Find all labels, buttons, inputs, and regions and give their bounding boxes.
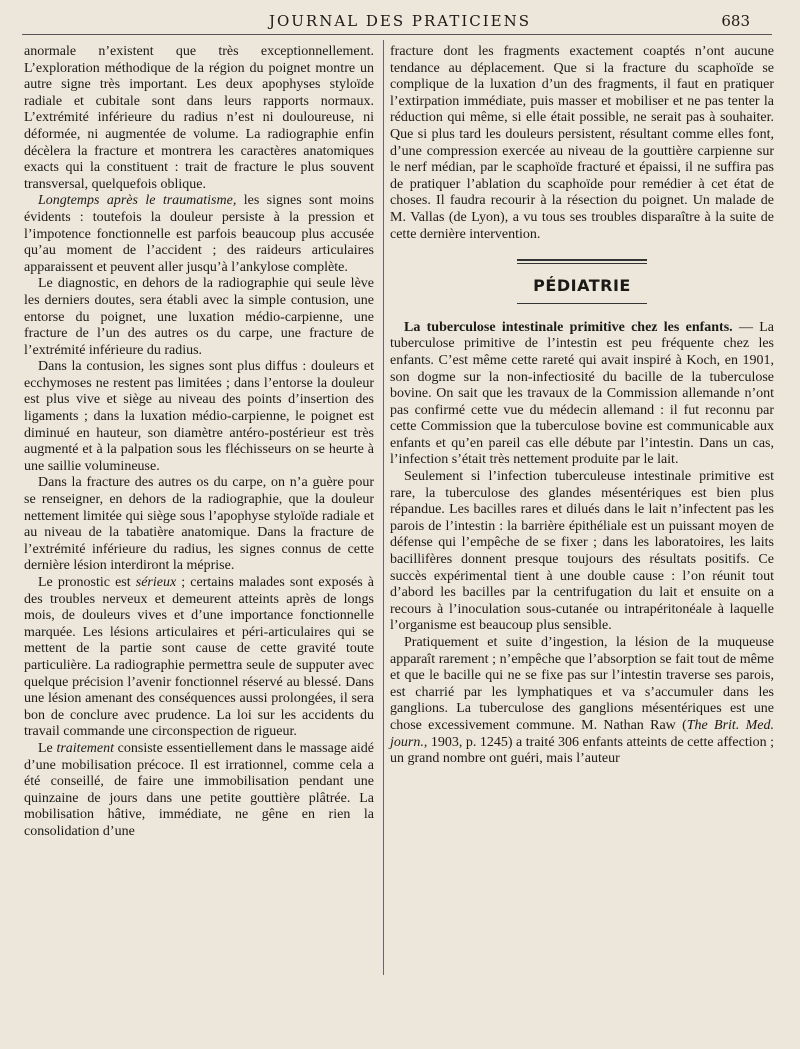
italic-phrase: sérieux xyxy=(135,575,177,590)
paragraph-text: Pratiquement et suite d’ingestion, la lésion de la muqueuse apparaît rarement ; n’empêche que l’absorption se fait tout de même et que le bacille qui ne se fixe pas sur l’intestin traverse ses parois, est charrié par les lymphatiques et va s’accumuler dans les ganglions. La tuberculose des ganglions mésentériques est une chose excessivement commune. M. Nathan Raw ( xyxy=(390,635,774,733)
right-column xyxy=(390,44,774,768)
paragraph xyxy=(24,741,374,841)
column-divider xyxy=(383,40,384,975)
article-paragraph xyxy=(390,320,774,469)
paragraph-text: Le xyxy=(38,740,57,756)
article-title: La tuberculose intestinale primitive chez les enfants. xyxy=(404,319,733,335)
paragraph: Dans la contusion, les signes sont plus diffus : douleurs et ecchymoses ne restent pas limitées ; dans l’entorse la douleur est plus vive et siège au niveau des points d’insertion des ligaments ; dans la luxation médio-carpienne, le poignet est diminué en hauteur, son diamètre antéro-postérieur est très augmenté et à la palpation sous les fléchisseurs on se heurte à une saillie volumineuse. xyxy=(24,359,374,474)
paragraph-text: les signes sont moins évidents : toutefois la douleur persiste à la pression et l’impotence fonctionnelle est parfois beaucoup plus accusée qu’au moment de l’accident ; des raideurs articulaires apparaissent et peuvent aller jusqu’à l’ankylose complète. xyxy=(24,193,374,275)
section-heading: PÉDIATRIE xyxy=(533,276,631,296)
paragraph-text: consiste essentiellement dans le massage aidé d’une mobilisation précoce. Il est irrationnel, comme cela a été conseillé, de faire une immobilisation pendant une quinzaine de jours dans une petite gouttière plâtrée. La mobilisation hâtive, immédiate, ne gêne en rien la consolidation d’une xyxy=(24,740,375,839)
running-header: JOURNAL DES PRATICIENS xyxy=(268,12,532,30)
paragraph-text: Le pronostic est xyxy=(38,575,136,590)
italic-phrase: traitement xyxy=(56,740,114,756)
paragraph xyxy=(24,575,374,741)
paragraph-text: , 1903, p. 1245) a traité 306 enfants atteints de cette affection ; un grand nombre ont guéri, mais l’auteur xyxy=(390,734,774,767)
paragraph: Le diagnostic, en dehors de la radiographie qui seule lève les derniers doutes, sera établi avec la simple contusion, une entorse du poignet, une luxation médio-carpienne, une fracture de l’un des autres os du carpe, une fracture de l’extrémité inférieure du radius. xyxy=(24,276,374,358)
paragraph: Dans la fracture des autres os du carpe, on n’a guère pour se renseigner, en dehors de la radiographie, que la douleur nettement limitée qui siège sous l’apophyse styloïde radiale et au niveau de la tabatière anatomique. Dans la fracture de l’extrémité inférieure du radius, les signes connus de cette dernière lésion interdiront la méprise. xyxy=(24,475,374,574)
article-paragraph: Seulement si l’infection tuberculeuse intestinale primitive est rare, la tuberculose des glandes mésentériques est bien plus répandue. Les bacilles rares et dilués dans le lait n’infectent pas les parois de l’intestin : la barrière épithéliale est un puissant moyen de défense qui l’empêche de se fixer ; dans les laboratoires, les laits bacillifères donnent presque toujours des résultats positifs. Ce succès expérimental tient à une double cause : l’on réunit tout d’abord les bacilles par la centrifugation du lait et ensuite on a recours à l’inoculation sous-cutanée ou intrapéritonéale à laquelle l’organisme est beaucoup plus sensible. xyxy=(390,469,774,634)
section-rule xyxy=(517,303,647,304)
italic-phrase: Longtemps après le traumatisme, xyxy=(38,193,237,209)
left-column xyxy=(24,44,374,841)
section-separator xyxy=(517,259,647,264)
journal-citation: The Brit. Med. journ. xyxy=(390,717,774,750)
paragraph-text: ; certains malades sont exposés à des troubles nerveux et demeurent atteints après de longs mois, de douleurs vives et d’une importance fonctionnelle marquée. Les lésions articulaires et péri-articulaires qui se mettent de la partie sont cause de cette gravité toute particulière. La radiographie permettra seule de supputer avec quelque précision l’avenir fonctionnel réservé au blessé. Dans une lésion amenant des conséquences aussi prolongées, il sera bon de conclure avec prudence. La loi sur les accidents du travail commande une circonspection de rigueur. xyxy=(24,575,374,740)
header-rule xyxy=(22,34,772,35)
paragraph: anormale n’existent que très exceptionnellement. L’exploration méthodique de la région du poignet montre un autre signe très important. Les deux apophyses styloïde radiale et cubitale sont dans leurs rapports normaux. L’extrémité inférieure du radius n’est ni douloureuse, ni déformée, ni augmentée de volume. La radiographie enfin décèlera la fracture et montrera les caractères anatomiques exacts qui la constituent : trait de fracture le plus souvent transversal, quelquefois oblique. xyxy=(24,44,374,192)
paragraph-text: — La tuberculose primitive de l’intestin est peu fréquente chez les enfants. C’est même cette rareté qui avait inspiré à Koch, en 1901, son dogme sur la non-infectiosité du bacille de la tuberculose bovine. On sait que les travaux de la Commission allemande n’ont pas confirmé cette vue du médecin allemand : il fut reconnu par cette Commission que la tuberculose bovine est communicable aux enfants et qu’en pareil cas elle débute par l’intestin. Dans un cas, l’infection s’était très nettement produite par le lait. xyxy=(390,319,774,468)
paragraph: fracture dont les fragments exactement coaptés n’ont aucune tendance au déplacement. Que si la fracture du scaphoïde se complique de la luxation d’un des fragments, il faut en pratiquer l’extirpation immédiate, puis masser et mobiliser et ne pas tenter la réduction qui même, si elle était possible, ne serait pas à souhaiter. Que si plus tard les douleurs persistent, résultant comme elles font, d’une compression exercée au niveau de la gouttière carpienne sur le nerf médian, par le scaphoïde fracturé et épaissi, il ne suffira pas de pratiquer l’ablation du scaphoïde pour remédier à cet état de choses. Il faudra recourir à la résection du poignet. Un malade de M. Vallas (de Lyon), a vu tous ses troubles disparaître à la suite de cette dernière intervention. xyxy=(390,44,774,242)
article-paragraph xyxy=(390,635,774,768)
paragraph xyxy=(24,193,374,276)
page-number: 683 xyxy=(721,12,750,30)
